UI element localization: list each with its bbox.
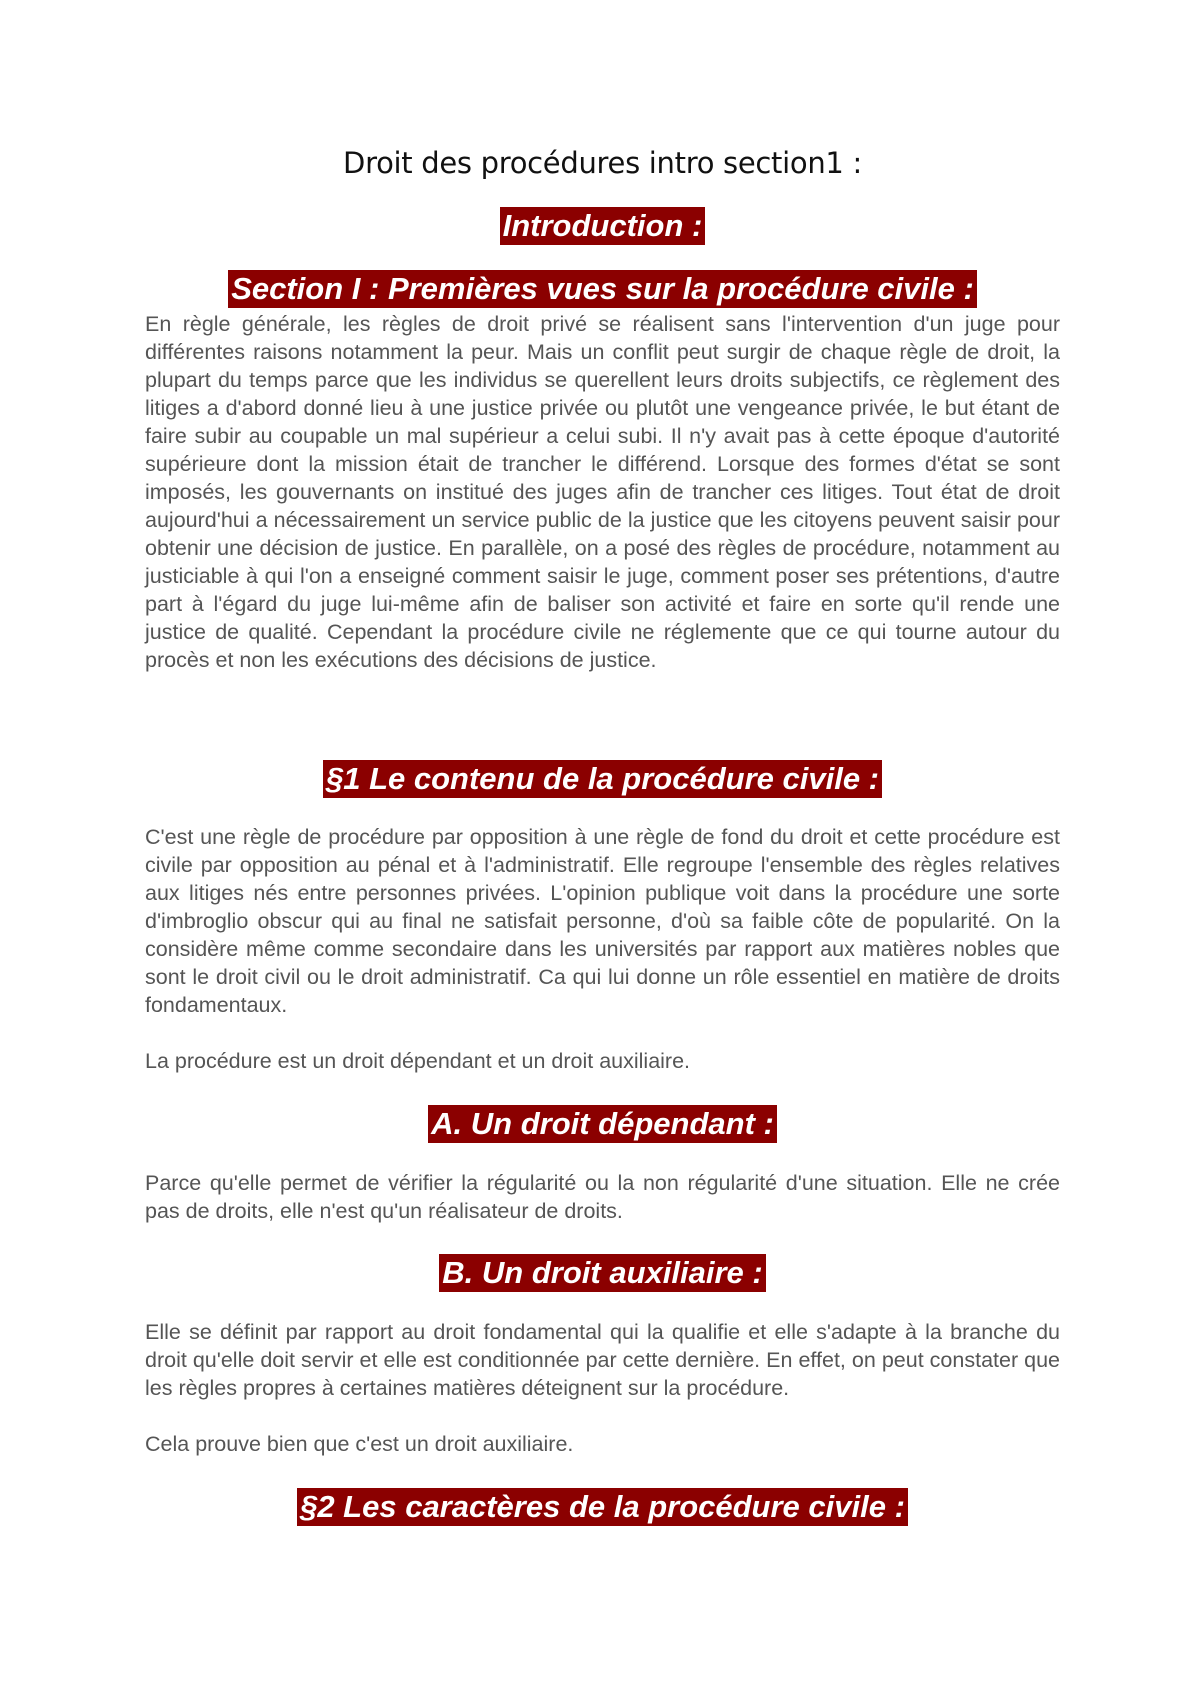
p1-heading: §1 Le contenu de la procédure civile : xyxy=(323,760,882,798)
a-heading: A. Un droit dépendant : xyxy=(428,1105,777,1143)
p1-paragraph: C'est une règle de procédure par opposition à une règle de fond du droit et cette procédure est civile par opposition au pénal et à l'administratif. Elle regroupe l'ensemble des règles relatives aux litiges nés entre personnes privées. L'opinion publique voit dans la procédure une sorte d'imbroglio obscur qui au final ne satisfait personne, d'où sa faible côte de popularité. On la considère même comme secondaire dans les universités par rapport aux matières nobles que sont le droit civil ou le droit administratif. Ca qui lui donne un rôle essentiel en matière de droits fondamentaux. xyxy=(145,825,1060,1017)
b-paragraph: Elle se définit par rapport au droit fondamental qui la qualifie et elle s'adapte à la branche du droit qu'elle doit servir et elle est conditionnée par cette dernière. En effet, on peut constater que les règles propres à certaines matières déteignent sur la procédure. xyxy=(145,1320,1060,1400)
p2-heading-wrap xyxy=(145,1488,1060,1526)
a-heading-wrap xyxy=(145,1105,1060,1143)
b-heading-wrap xyxy=(145,1254,1060,1292)
section1-paragraph: En règle générale, les règles de droit privé se réalisent sans l'intervention d'un juge pour différentes raisons notamment la peur. Mais un conflit peut surgir de chaque règle de droit, la plupart du temps parce que les individus se querellent leurs droits subjectifs, ce règlement des litiges a d'abord donné lieu à une justice privée ou plutôt une vengeance privée, le but étant de faire subir au coupable un mal supérieur a celui subi. Il n'y avait pas à cette époque d'autorité supérieure dont la mission était de trancher le différend. Lorsque des formes d'état se sont imposés, les gouvernants on institué des juges afin de trancher ces litiges. Tout état de droit aujourd'hui a nécessairement un service public de la justice que les citoyens peuvent saisir pour obtenir une décision de justice. En parallèle, on a posé des règles de procédure, notamment au justiciable à qui l'on a enseigné comment saisir le juge, comment poser ses prétentions, d'autre part à l'égard du juge lui-même afin de baliser son activité et faire en sorte qu'il rende une justice de qualité. Cependant la procédure civile ne réglemente que ce qui tourne autour du procès et non les exécutions des décisions de justice. xyxy=(145,312,1060,672)
section1-heading-wrap xyxy=(145,270,1060,308)
intro-heading: Introduction : xyxy=(500,207,706,245)
section1-heading: Section I : Premières vues sur la procédure civile : xyxy=(228,270,977,308)
document-title: Droit des procédures intro section1 : xyxy=(343,146,862,180)
b-heading: B. Un droit auxiliaire : xyxy=(439,1254,765,1292)
a-paragraph: Parce qu'elle permet de vérifier la régularité ou la non régularité d'une situation. Elle ne crée pas de droits, elle n'est qu'un réalisateur de droits. xyxy=(145,1171,1060,1223)
p2-heading: §2 Les caractères de la procédure civile : xyxy=(297,1488,908,1526)
p1-paragraph-2: La procédure est un droit dépendant et un droit auxiliaire. xyxy=(145,1049,691,1073)
intro-heading-wrap xyxy=(145,207,1060,245)
p1-heading-wrap xyxy=(145,760,1060,798)
b-paragraph-2: Cela prouve bien que c'est un droit auxiliaire. xyxy=(145,1432,574,1456)
